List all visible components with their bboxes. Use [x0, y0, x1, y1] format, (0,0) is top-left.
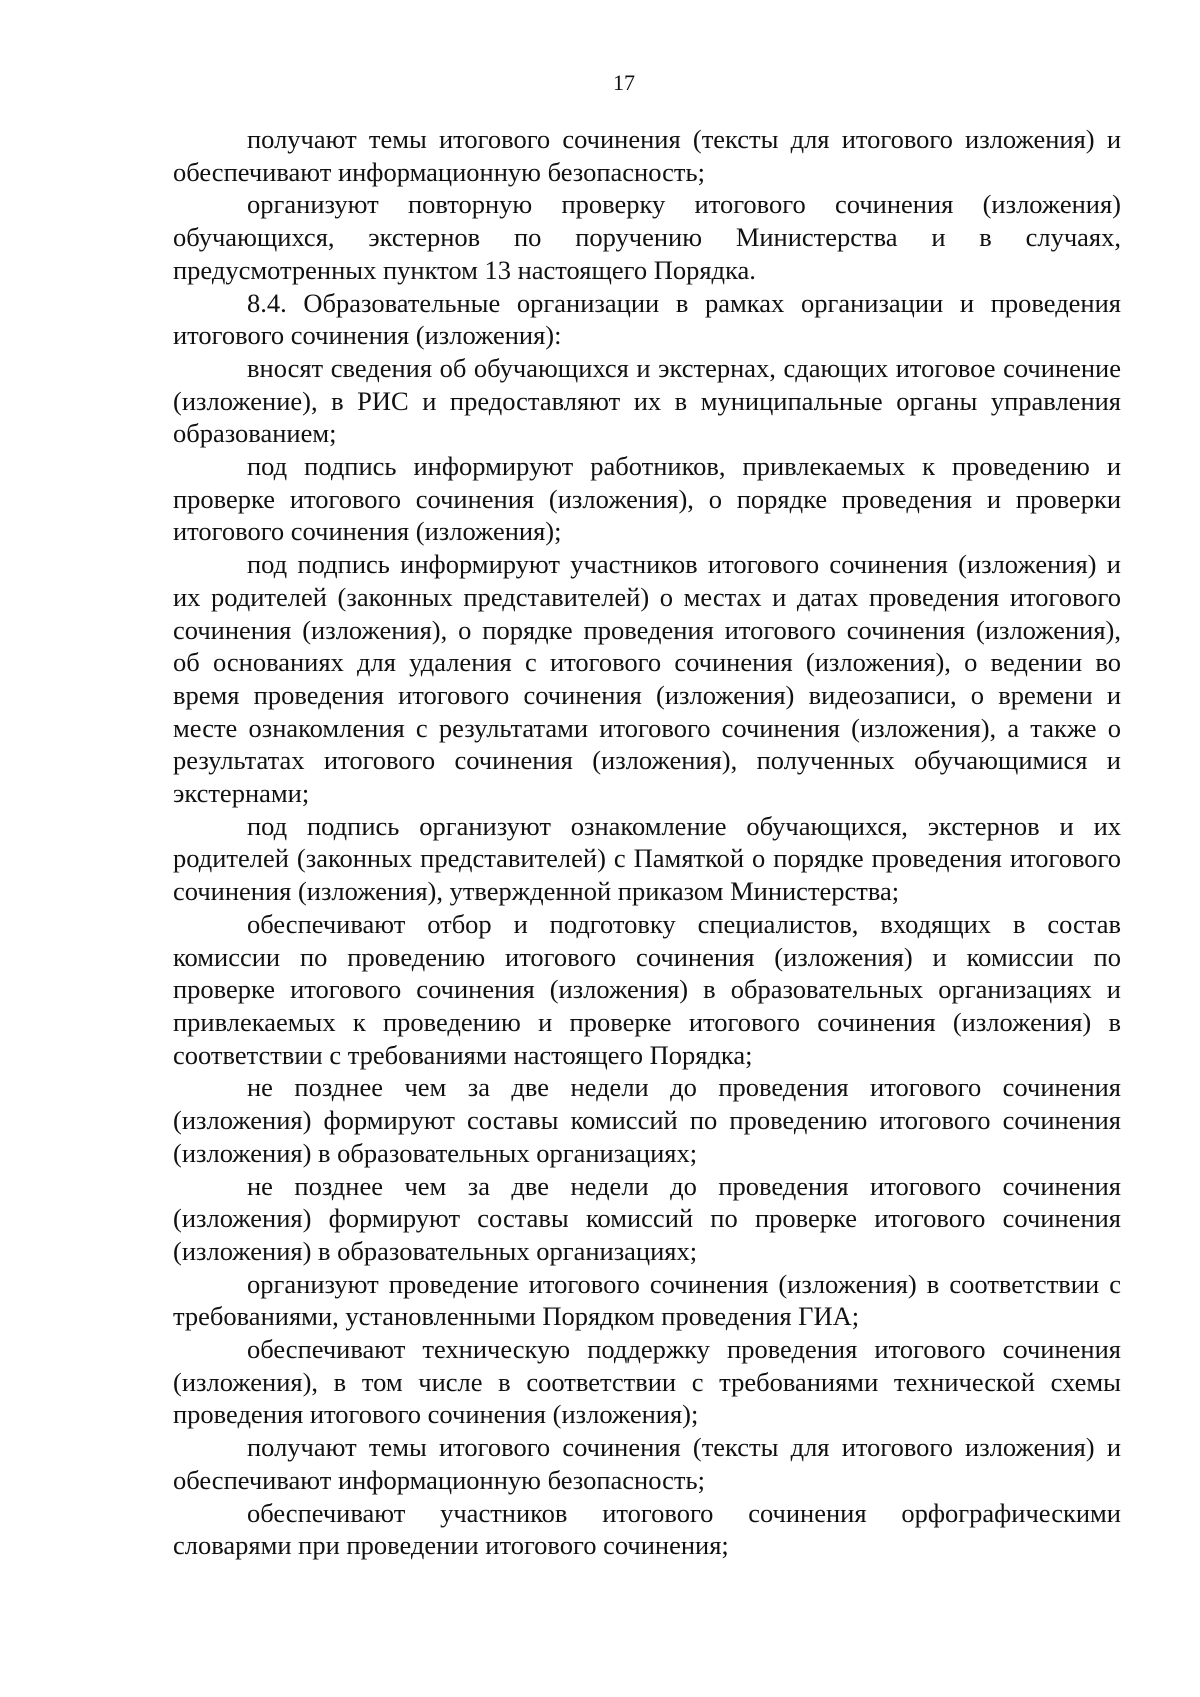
paragraph: обеспечивают отбор и подготовку специалистов, входящих в состав комиссии по проведению итогового сочинения (изложения) и комиссии по проверке итогового сочинения (изложения) в образовательных организациях и привлекаемых к проведению и проверке итогового сочинения (изложения) в соответствии с требованиями настоящего Порядка; [173, 908, 1121, 1070]
paragraph: под подпись информируют участников итогового сочинения (изложения) и их родителей (законных представителей) о местах и датах проведения итогового сочинения (изложения), о порядке проведения итогового сочинения (изложения), об основаниях для удаления с итогового сочинения (изложения), о ведении во время проведения итогового сочинения (изложения) видеозаписи, о времени и месте ознакомления с результатами итогового сочинения (изложения), а также о результатах итогового сочинения (изложения), полученных обучающимися и экстернами; [173, 549, 1121, 809]
paragraph: не позднее чем за две недели до проведения итогового сочинения (изложения) формируют составы комиссий по проверке итогового сочинения (изложения) в образовательных организациях; [173, 1170, 1121, 1266]
paragraph: организуют проведение итогового сочинения (изложения) в соответствии с требованиями, установленными Порядком проведения ГИА; [173, 1268, 1121, 1332]
paragraph: не позднее чем за две недели до проведения итогового сочинения (изложения) формируют составы комиссий по проведению итогового сочинения (изложения) в образовательных организациях; [173, 1072, 1121, 1168]
section-heading-paragraph: 8.4. Образовательные организации в рамках организации и проведения итогового сочинения (изложения): [173, 287, 1121, 351]
paragraph: получают темы итогового сочинения (тексты для итогового изложения) и обеспечивают информационную безопасность; [173, 1432, 1121, 1495]
paragraph: организуют повторную проверку итогового сочинения (изложения) обучающихся, экстернов по поручению Министерства и в случаях, предусмотренных пунктом 13 настоящего Порядка. [173, 189, 1121, 285]
paragraph: обеспечивают участников итогового сочинения орфографическими словарями при проведении итогового сочинения; [173, 1497, 1121, 1561]
page-number: 17 [613, 70, 635, 95]
document-body [173, 123, 1121, 1562]
paragraph: получают темы итогового сочинения (тексты для итогового изложения) и обеспечивают информационную безопасность; [173, 124, 1121, 187]
paragraph: обеспечивают техническую поддержку проведения итогового сочинения (изложения), в том числе в соответствии с требованиями технической схемы проведения итогового сочинения (изложения); [173, 1334, 1121, 1430]
paragraph: под подпись организуют ознакомление обучающихся, экстернов и их родителей (законных представителей) с Памяткой о порядке проведения итогового сочинения (изложения), утвержденной приказом Министерства; [173, 810, 1121, 907]
paragraph: под подпись информируют работников, привлекаемых к проведению и проверке итогового сочинения (изложения), о порядке проведения и проверки итогового сочинения (изложения); [173, 451, 1121, 547]
paragraph: вносят сведения об обучающихся и экстернах, сдающих итоговое сочинение (изложение), в РИС и предоставляют их в муниципальные органы управления образованием; [173, 352, 1121, 449]
